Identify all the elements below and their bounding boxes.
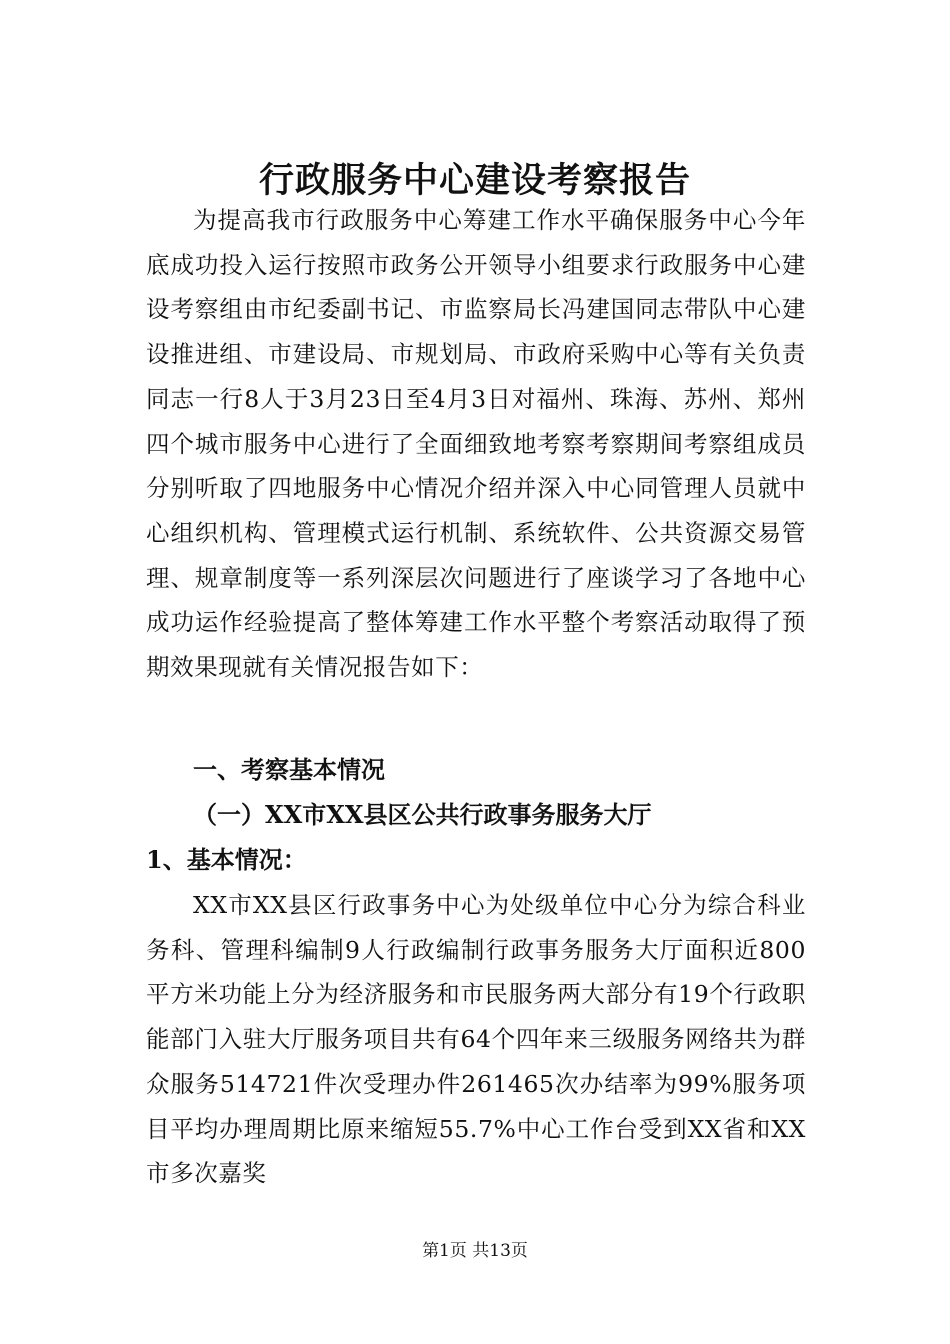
body-paragraph: XX市XX县区行政事务中心为处级单位中心分为综合科业务科、管理科编制9人行政编制行政事务服务大厅面积近800平方米功能上分为经济服务和市民服务两大部分有19个行政职能部门入驻大厅服务项目共有64个四年来三级服务网络共为群众服务514721件次受理办件261465次办结率为99%服务项目平均办理周期比原来缩短55.7%中心工作台受到XX省和XX市多次嘉奖 <box>146 891 806 1188</box>
page-number-footer: 第1页 共13页 <box>422 1241 528 1261</box>
item-heading: 1、基本情况： <box>146 845 307 874</box>
document-title: 行政服务中心建设考察报告 <box>258 160 691 202</box>
intro-paragraph: 为提高我市行政服务中心筹建工作水平确保服务中心今年底成功投入运行按照市政务公开领导小组要求行政服务中心建设考察组由市纪委副书记、市监察局长冯建国同志带队中心建设推进组、市建设局、市规划局、市政府采购中心等有关负责同志一行8人于3月23日至4月3日对福州、珠海、苏州、郑州四个城市服务中心进行了全面细致地考察考察期间考察组成员分别听取了四地服务中心情况介绍并深入中心同管理人员就中心组织机构、管理模式运行机制、系统软件、公共资源交易管理、规章制度等一系列深层次问题进行了座谈学习了各地中心成功运作经验提高了整体筹建工作水平整个考察活动取得了预期效果现就有关情况报告如下： <box>146 206 806 682</box>
section-heading: 一、考察基本情况 <box>193 755 385 784</box>
subsection-heading: （一）XX市XX县区公共行政事务服务大厅 <box>193 800 652 829</box>
